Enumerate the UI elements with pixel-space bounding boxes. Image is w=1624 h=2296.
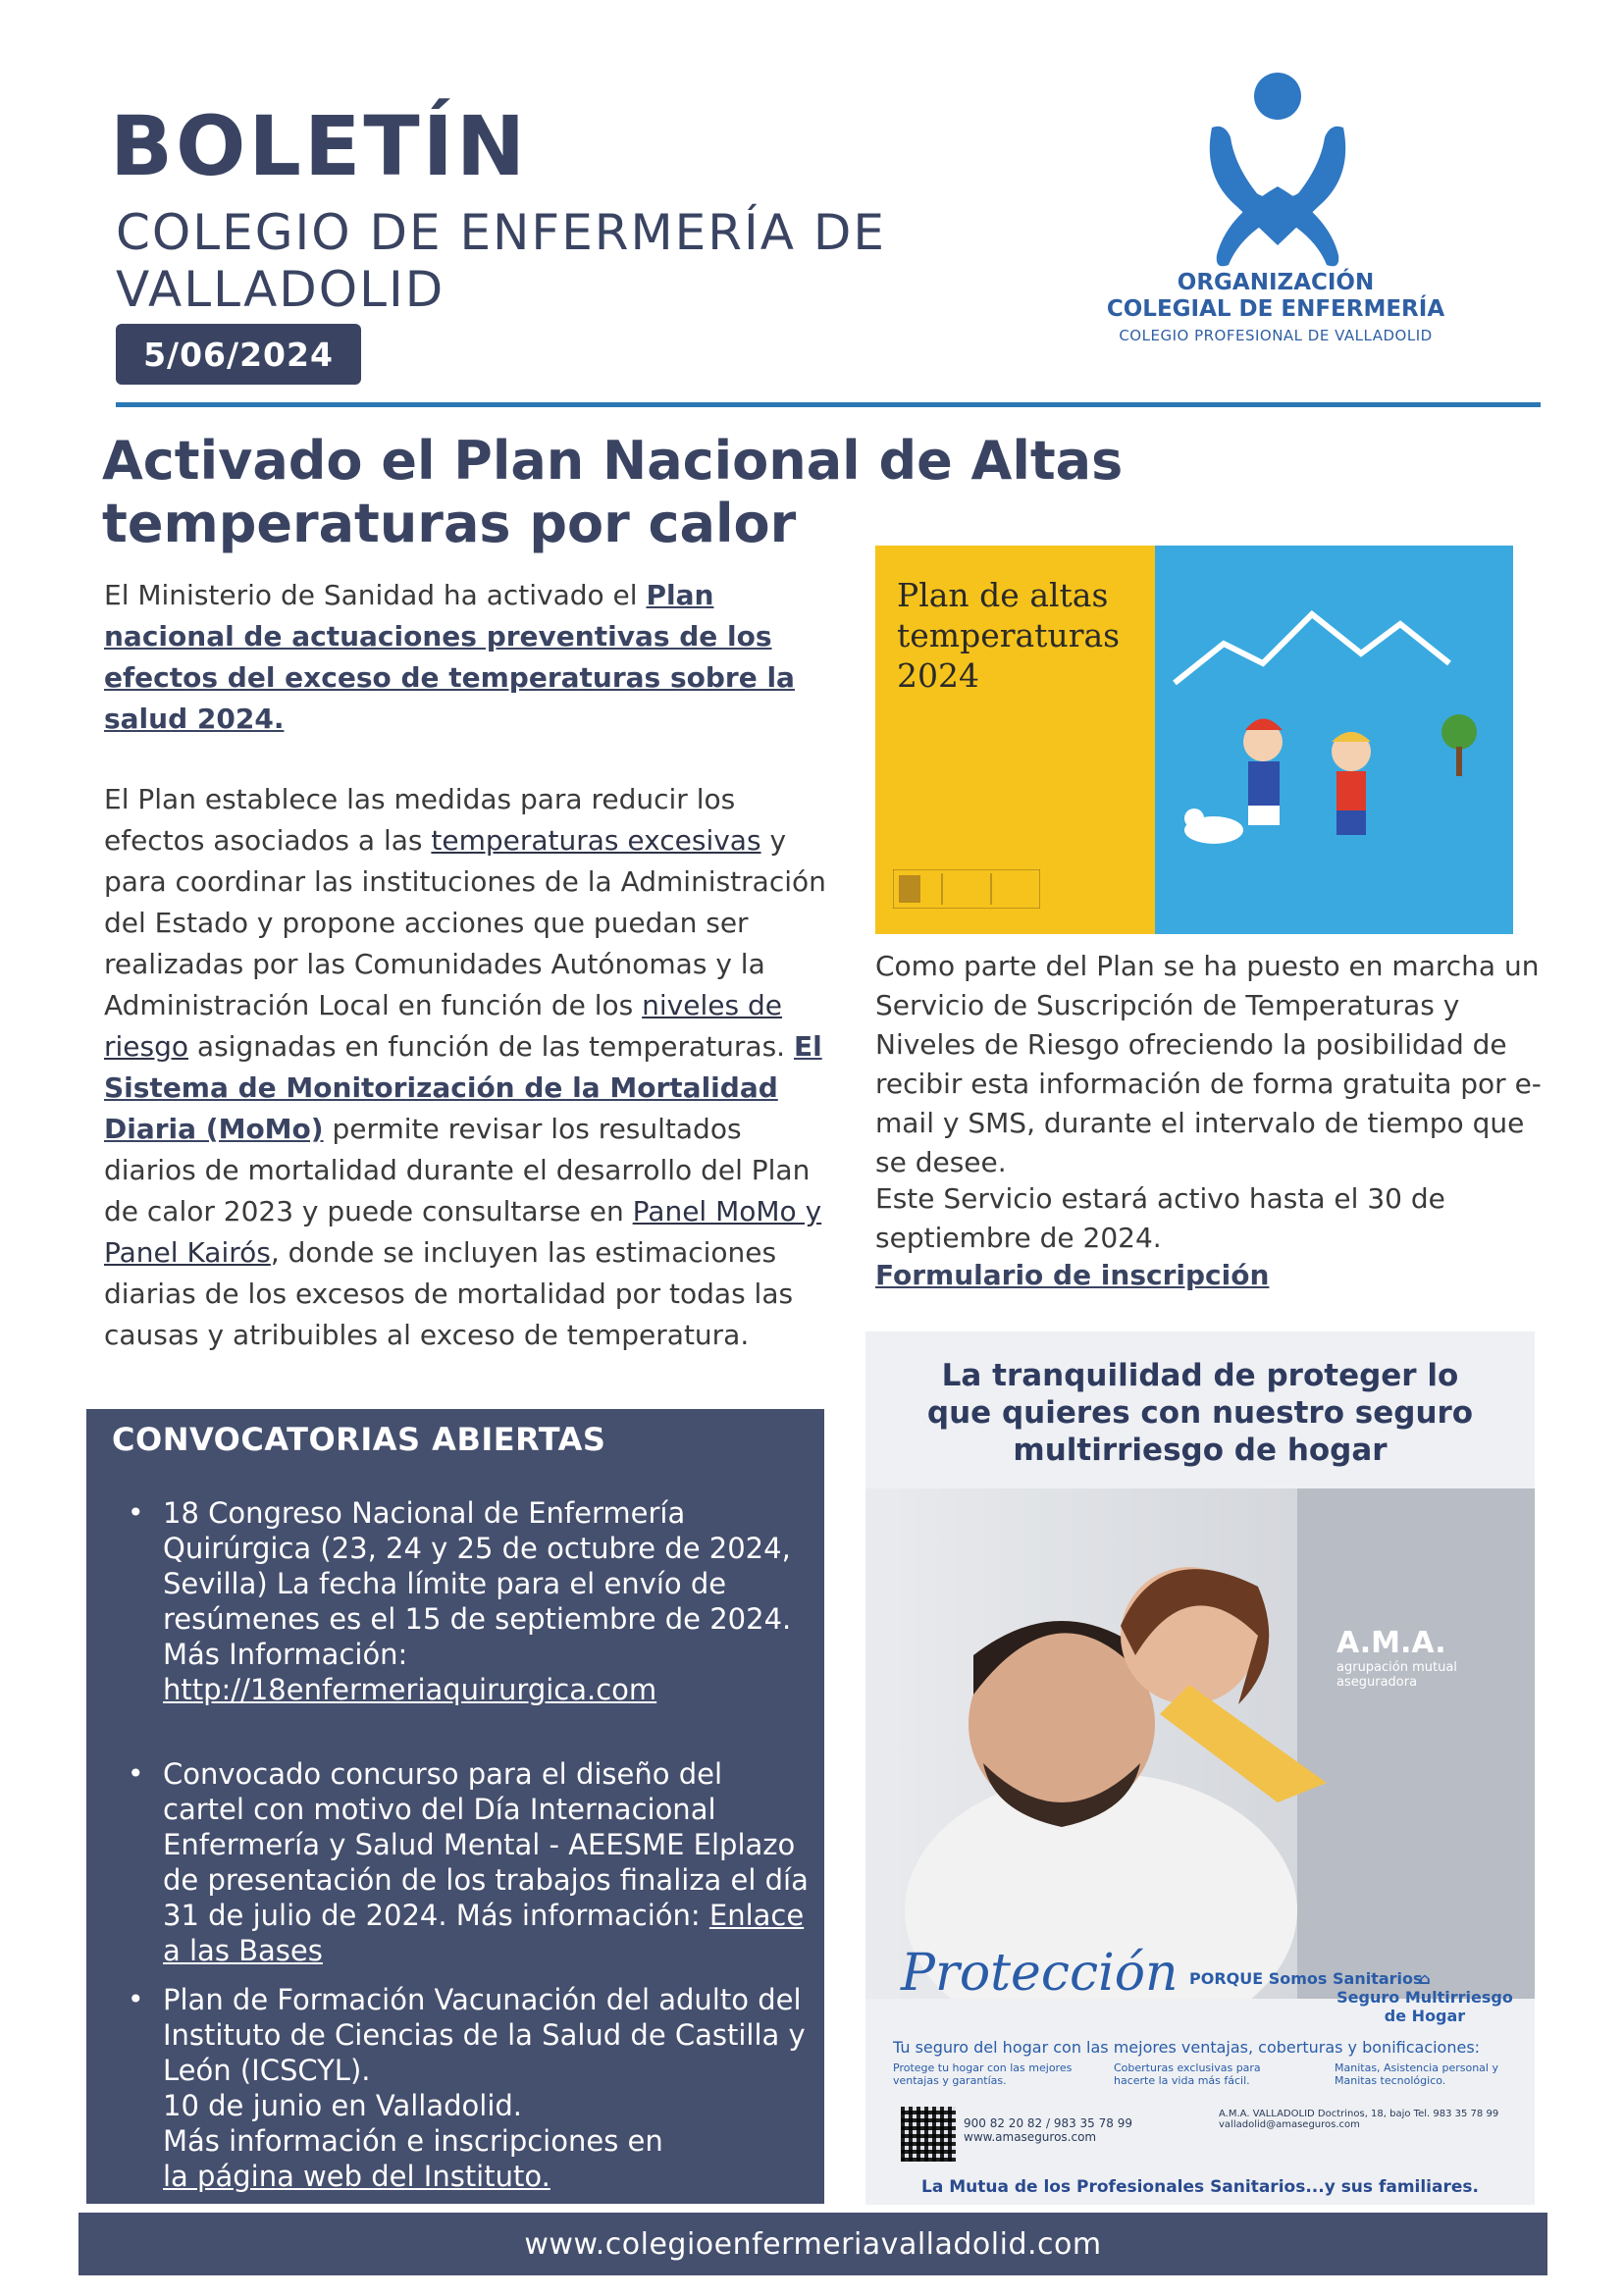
call-2-text: Convocado concurso para el diseño del cartel con motivo del Día Internacional Enfermería y Salud Mental - AEESME Elplazo de presentación de los trabajos finaliza el día 31 de julio de 2024. Más información: (163, 1757, 809, 1932)
father-daughter-photo (865, 1488, 1535, 1999)
panel-momo-link[interactable]: Panel MoMo y Panel Kairós (104, 1195, 822, 1269)
logo-text-line-1: ORGANIZACIÓN (1177, 270, 1375, 295)
call-3-text: Plan de Formación Vacunación del adulto del Instituto de Ciencias de la Salud de Castilla y León (ICSCYL). (163, 1983, 806, 2087)
open-call-item (128, 1756, 811, 1968)
bulletin-title: BOLETÍN (110, 98, 529, 194)
home-insurance-text: Seguro Multirriesgo de Hogar (1336, 1988, 1513, 2025)
article-headline (102, 430, 1231, 555)
ad-headline (885, 1357, 1515, 1469)
plan-nacional-link[interactable]: Plan nacional de actuaciones preventivas de los efectos del exceso de temperaturas sobre la salud 2024. (104, 579, 795, 735)
congress-link[interactable]: http://18enfermeriaquirurgica.com (163, 1673, 657, 1706)
open-call-item (128, 1982, 811, 2194)
subtitle-line-1: COLEGIO DE ENFERMERÍA DE (116, 204, 886, 261)
bullet-icon: • (128, 1983, 144, 2015)
call-1-text: 18 Congreso Nacional de Enfermería Quirúrgica (23, 24 y 25 de octubre de 2024, Sevilla) La fecha límite para el envío de resúmenes es el 15 de septiembre de 2024. Más Información: (163, 1496, 792, 1671)
intro-paragraph (104, 575, 830, 740)
ad-web: www.amaseguros.com (964, 2130, 1097, 2144)
bulletin-subtitle (116, 204, 999, 318)
government-logo (893, 869, 1040, 909)
plan-cover-image (875, 546, 1513, 934)
ama-logo-subtitle: agrupación mutual aseguradora (1336, 1660, 1457, 1690)
home-icon: ⌂ (1419, 1969, 1431, 1988)
momo-link[interactable]: El Sistema de Monitorización de la Mortalidad Diaria (MoMo) (104, 1030, 822, 1145)
logo-text-line-3: COLEGIO PROFESIONAL DE VALLADOLID (1119, 327, 1433, 344)
ad-headline-line-3: multirriesgo de hogar (1013, 1433, 1388, 1468)
illustration-hikers (1155, 546, 1513, 934)
cover-title-line-1: Plan de altas (897, 576, 1109, 614)
plan-text-e: , donde se incluyen las estimaciones diarias de los excesos de mortalidad por todas las causas y atribuibles al exceso de temperatura. (104, 1236, 794, 1351)
intro-text: El Ministerio de Sanidad ha activado el (104, 579, 647, 611)
bullet-icon: • (128, 1496, 144, 1529)
subtitle-line-2: VALLADOLID (116, 261, 445, 318)
ad-proteccion-script: Protección (901, 1944, 1179, 2003)
cover-title-line-3: 2024 (897, 656, 979, 695)
bases-link[interactable]: Enlace a las Bases (163, 1899, 805, 1967)
cover-title (897, 575, 1152, 696)
ad-tagline: Tu seguro del hogar con las mejores ventajas, coberturas y bonificaciones: (893, 2038, 1481, 2057)
header-divider (116, 402, 1541, 407)
plan-text-c: asignadas en función de las temperaturas. (188, 1030, 794, 1063)
ad-footer-slogan: La Mutua de los Profesionales Sanitarios...y sus familiares. (921, 2177, 1479, 2197)
call-3-more: Más información e inscripciones en (163, 2124, 663, 2158)
plan-text-d: permite revisar los resultados diarios de mortalidad durante el desarrollo del Plan de calor 2023 y puede consultarse en (104, 1113, 811, 1227)
open-call-item (128, 1495, 811, 1707)
ad-phone: 900 82 20 82 / 983 35 78 99 (964, 2116, 1132, 2130)
ama-logo-name: A.M.A. (1336, 1626, 1446, 1660)
qr-code (901, 2107, 956, 2162)
plan-text-a: El Plan establece las medidas para reducir los efectos asociados a las (104, 783, 736, 857)
ad-feature: Protege tu hogar con las mejores ventajas y garantías. (893, 2061, 1073, 2087)
bullet-icon: • (128, 1757, 144, 1790)
footer-website-link[interactable]: www.colegioenfermeriavalladolid.com (79, 2213, 1547, 2275)
insurance-advertisement[interactable] (865, 1331, 1535, 2205)
ad-feature: Coberturas exclusivas para hacerte la vida más fácil. (1114, 2061, 1261, 2087)
call-3-date: 10 de junio en Valladolid. (163, 2089, 522, 2122)
ad-features (893, 2061, 1521, 2087)
ad-feature: Manitas, Asistencia personal y Manitas tecnológico. (1335, 2061, 1498, 2087)
temperaturas-excesivas-link[interactable]: temperaturas excesivas (431, 824, 761, 857)
institute-website-link[interactable]: la página web del Instituto. (163, 2160, 550, 2193)
open-calls-box (86, 1409, 824, 2204)
niveles-riesgo-link[interactable]: niveles de riesgo (104, 989, 782, 1063)
subscription-paragraph: Como parte del Plan se ha puesto en marcha un Servicio de Suscripción de Temperaturas y Niveles de Riesgo ofreciendo la posibilidad de recibir esta información de forma gratuita por e-mail y SMS, durante el intervalo de tiempo que se desee. (875, 950, 1542, 1178)
ad-address: A.M.A. VALLADOLID Doctrinos, 18, bajo Tel. 983 35 78 99 valladolid@amaseguros.com (1219, 2109, 1499, 2130)
ad-contact (964, 2116, 1132, 2144)
headline-line-2: temperaturas por calor (102, 493, 797, 554)
somos-sanitarios-logo: PORQUE Somos Sanitarios (1189, 1969, 1423, 1988)
ad-headline-line-1: La tranquilidad de proteger lo (941, 1358, 1459, 1393)
plan-text-b: y para coordinar las instituciones de la Administración del Estado y propone acciones que puedan ser realizadas por las Comunidades Autónomas y la Administración Local en función de los (104, 824, 826, 1021)
open-calls-title: CONVOCATORIAS ABIERTAS (112, 1421, 606, 1458)
registration-form-link[interactable]: Formulario de inscripción (875, 1259, 1270, 1291)
date-badge: 5/06/2024 (116, 324, 361, 385)
ad-headline-line-2: que quieres con nuestro seguro (926, 1395, 1474, 1431)
home-insurance-label (1336, 1969, 1513, 2025)
service-active-paragraph: Este Servicio estará activo hasta el 30 de septiembre de 2024. (875, 1182, 1445, 1254)
ama-logo (1336, 1626, 1523, 1690)
plan-paragraph (104, 779, 830, 1356)
cover-title-line-2: temperaturas (897, 616, 1121, 654)
headline-line-1: Activado el Plan Nacional de Altas (102, 430, 1124, 492)
logo-text-line-2: COLEGIAL DE ENFERMERÍA (1106, 296, 1445, 322)
